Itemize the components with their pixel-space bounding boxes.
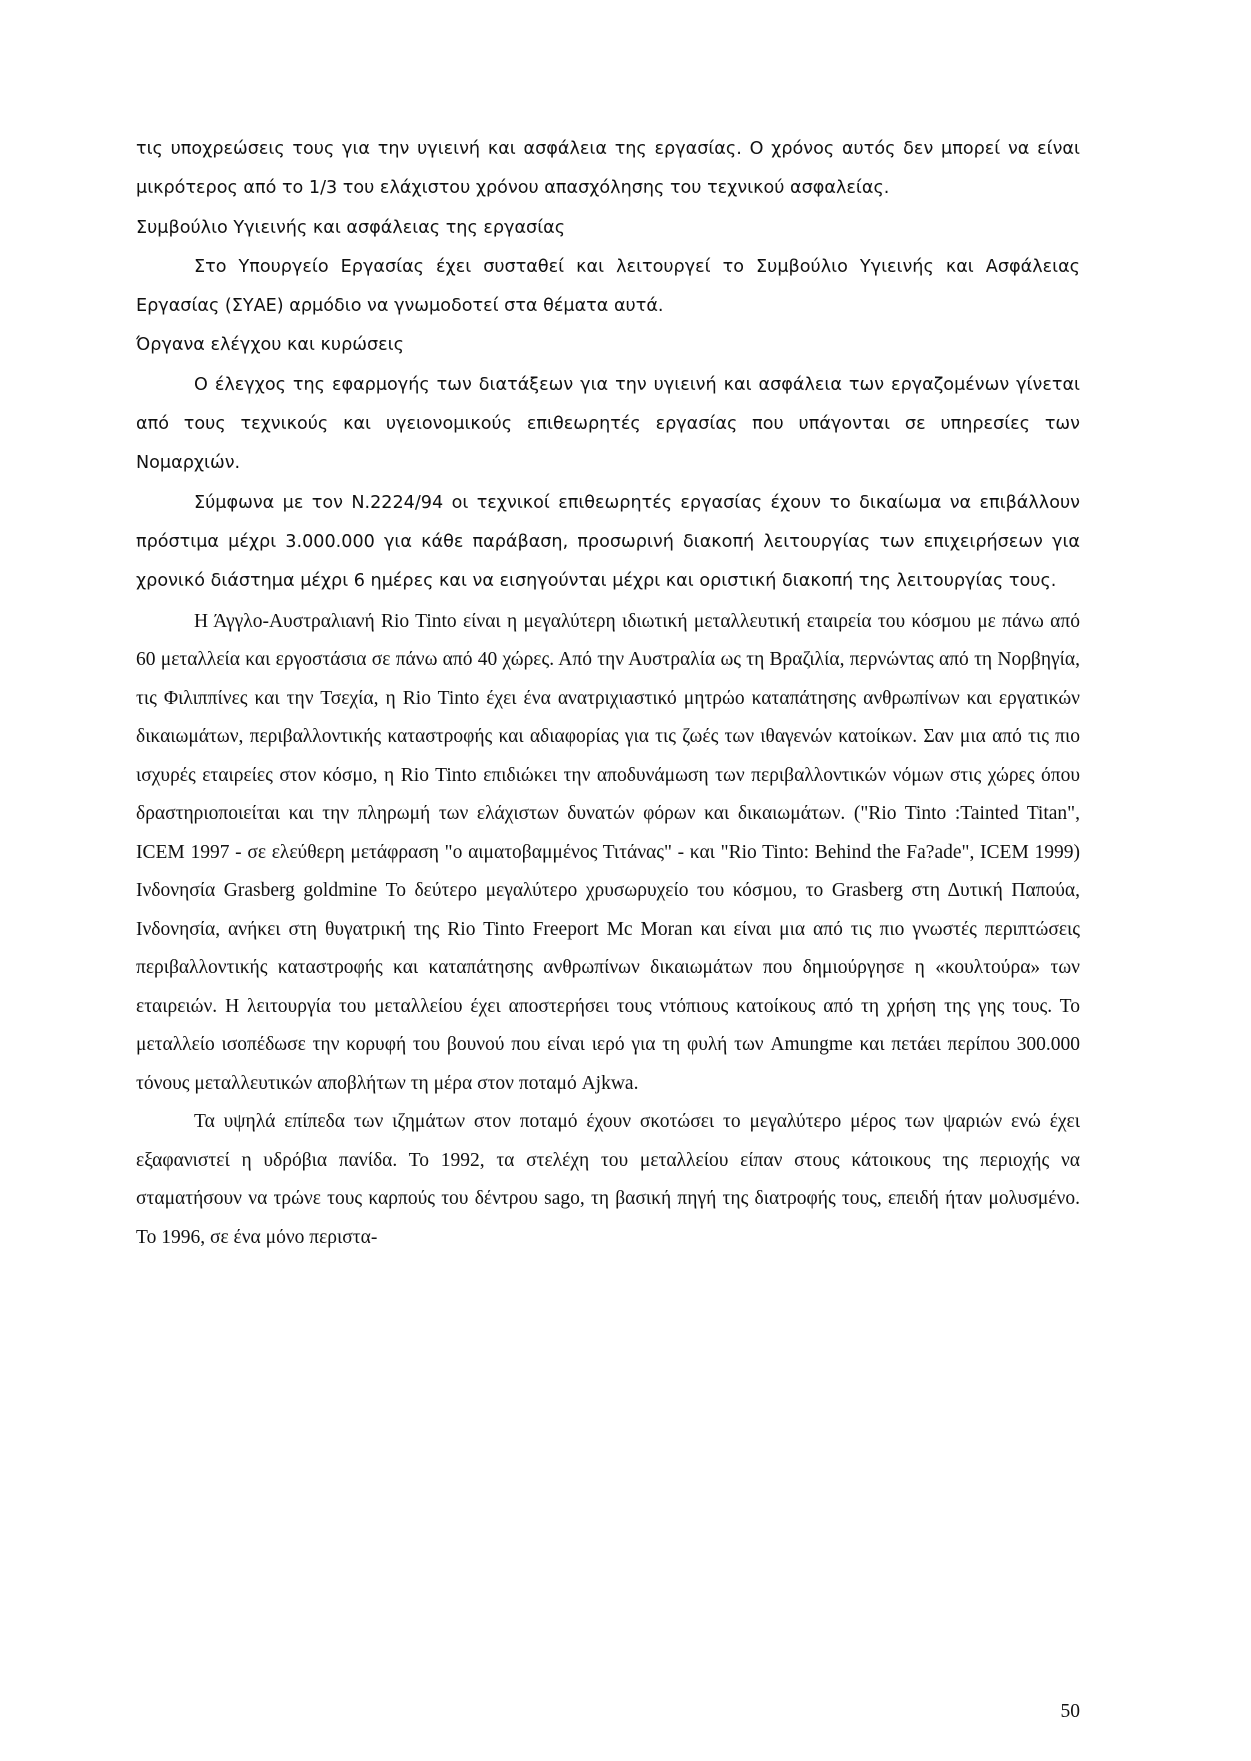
section-heading-council: Συμβούλιο Υγιεινής και ασφάλειας της εργασίας [136,217,566,238]
paragraph-rio-tinto: Η Άγγλο-Αυστραλιανή Rio Tinto είναι η μεγαλύτερη ιδιωτική μεταλλευτική εταιρεία του κόσμου με πάνω από 60 μεταλλεία και εργοστάσια σε πάνω από 40 χώρες. Από την Αυστραλία ως τη Βραζιλία, περνώντας από τη Νορβηγία, τις Φιλιππίνες και την Τσεχία, η Rio Tinto έχει ένα ανατριχιαστικό μητρώο καταπάτησης ανθρωπίνων και εργατικών δικαιωμάτων, περιβαλλοντικής καταστροφής και αδιαφορίας για τις ζωές των ιθαγενών κατοίκων. Σαν μια από τις πιο ισχυρές εταιρείες στον κόσμο, η Rio Tinto επιδιώκει την αποδυνάμωση των περιβαλλοντικών νόμων στις χώρες όπου δραστηριοποιείται και την πληρωμή των ελάχιστων δυνατών φόρων και δικαιωμάτων. ("Rio Tinto :Tainted Titan", ICEM 1997 - σε ελεύθερη μετάφραση "ο αιματοβαμμένος Τιτάνας" - και "Rio Tinto: Behind the Fa?ade", ICEM 1999) Ινδονησία Grasberg goldmine Το δεύτερο μεγαλύτερο χρυσωρυχείο του κόσμου, το Grasberg στη Δυτική Παπούα, Ινδονησία, ανήκει στη θυγατρική της Rio Tinto Freeport Mc Moran και είναι μια από τις πιο γνωστές περιπτώσεις περιβαλλοντικής καταστροφής και καταπάτησης ανθρωπίνων δικαιωμάτων που δημιούργησε η «κουλτούρα» των εταιρειών. Η λειτουργία του μεταλλείου έχει αποστερήσει τους ντόπιους κατοίκους από τη χρήση της γης τους. Το μεταλλείο ισοπέδωσε την κορυφή του βουνού που είναι ιερό για τη φυλή των Amungme και πετάει περίπου 300.000 τόνους μεταλλευτικών αποβλήτων τη μέρα στον ποταμό Ajkwa. [136,610,1080,1094]
section-heading-inspection: Όργανα ελέγχου και κυρώσεις [136,335,404,356]
page-number: 50 [1060,1701,1080,1722]
page-body [136,130,1080,1257]
paragraph-penalties: Σύμφωνα με τον Ν.2224/94 οι τεχνικοί επιθεωρητές εργασίας έχουν το δικαίωμα να επιβάλλουν πρόστιμα μέχρι 3.000.000 για κάθε παράβαση, προσωρινή διακοπή λειτουργίας των επιχειρήσεων για χρονικό διάστημα μέχρι 6 ημέρες και να εισηγούνται μέχρι και οριστική διακοπή της λειτουργίας τους. [136,492,1080,592]
paragraph-council: Στο Υπουργείο Εργασίας έχει συσταθεί και λειτουργεί το Συμβούλιο Υγιεινής και Ασφάλειας Εργασίας (ΣΥΑΕ) αρμόδιο να γνωμοδοτεί στα θέματα αυτά. [136,256,1080,317]
paragraph-continuation: τις υποχρεώσεις τους για την υγιεινή και ασφάλεια της εργασίας. Ο χρόνος αυτός δεν μπορεί να είναι μικρότερος από το 1/3 του ελάχιστου χρόνου απασχόλησης του τεχνικού ασφαλείας. [136,139,1080,199]
paragraph-sediments: Τα υψηλά επίπεδα των ιζημάτων στον ποταμό έχουν σκοτώσει το μεγαλύτερο μέρος των ψαριών ενώ έχει εξαφανιστεί η υδρόβια πανίδα. Το 1992, τα στελέχη του μεταλλείου είπαν στους κάτοικους της περιοχής να σταματήσουν να τρώνε τους καρπούς του δέντρου sago, τη βασική πηγή της διατροφής τους, επειδή ήταν μολυσμένο. Το 1996, σε ένα μόνο περιστα- [136,1111,1080,1248]
rio-tinto-section [136,603,1080,1258]
paragraph-inspection: Ο έλεγχος της εφαρμογής των διατάξεων για την υγιεινή και ασφάλεια των εργαζομένων γίνεται από τους τεχνικούς και υγειονομικούς επιθεωρητές εργασίας που υπάγονται σε υπηρεσίες των Νομαρχιών. [136,374,1080,474]
